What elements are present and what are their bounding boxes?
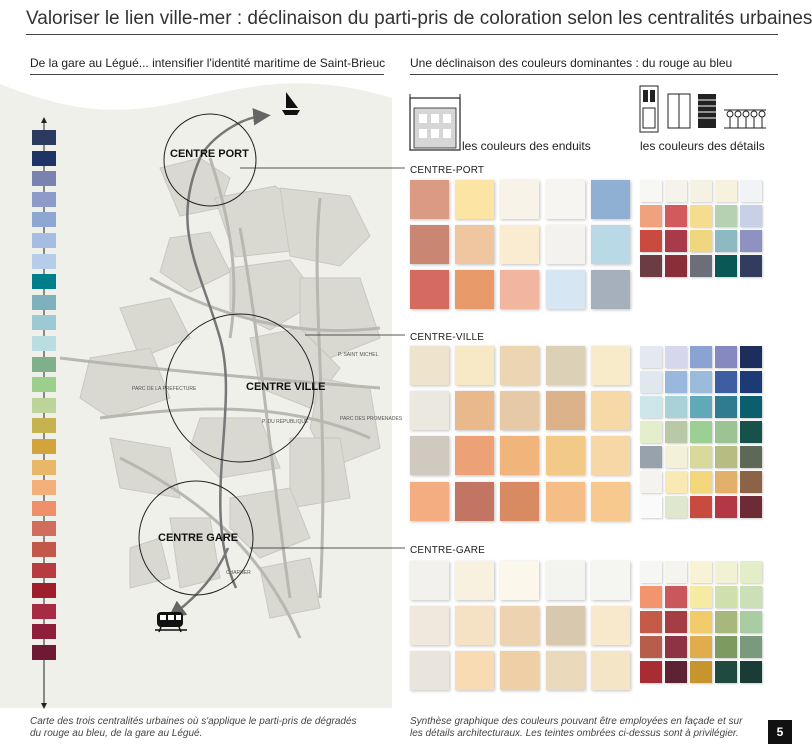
detail-swatch	[690, 611, 712, 633]
enduit-swatch	[455, 391, 494, 430]
detail-swatch	[640, 561, 662, 583]
detail-swatch	[640, 346, 662, 368]
city-map	[0, 78, 403, 708]
right-subhead: Une déclinaison des couleurs dominantes : du rouge au bleu	[410, 56, 733, 70]
detail-swatch	[665, 496, 687, 518]
enduit-swatch	[500, 225, 539, 264]
detail-swatch	[640, 636, 662, 658]
enduit-swatch	[591, 651, 630, 690]
strip-swatch	[32, 624, 56, 639]
enduit-swatch	[500, 270, 539, 309]
detail-swatch	[690, 230, 712, 252]
detail-swatch	[740, 346, 762, 368]
strip-swatch	[32, 151, 56, 166]
detail-swatch	[665, 636, 687, 658]
left-caption-line-2: du rouge au bleu, de la gare au Légué.	[30, 728, 203, 739]
detail-swatch	[640, 255, 662, 277]
strip-swatch	[32, 274, 56, 289]
detail-swatch	[715, 346, 737, 368]
detail-swatch	[740, 255, 762, 277]
detail-swatch	[715, 496, 737, 518]
strip-swatch	[32, 563, 56, 578]
detail-swatch	[740, 636, 762, 658]
section-label-centre-gare: CENTRE-GARE	[410, 545, 485, 556]
detail-swatch	[665, 561, 687, 583]
detail-swatch	[690, 586, 712, 608]
detail-swatch	[665, 586, 687, 608]
strip-swatch	[32, 604, 56, 619]
enduit-swatch	[546, 606, 585, 645]
strip-swatch	[32, 542, 56, 557]
architectural-details-icon	[638, 84, 768, 136]
detail-swatch	[665, 446, 687, 468]
strip-swatch	[32, 357, 56, 372]
zone-label-centre-ville: CENTRE VILLE	[246, 381, 326, 393]
strip-swatch	[32, 192, 56, 207]
map-svg	[0, 78, 403, 708]
detail-swatch	[665, 230, 687, 252]
enduit-swatch	[410, 561, 449, 600]
enduit-swatch	[546, 482, 585, 521]
detail-swatch	[690, 346, 712, 368]
enduit-swatch	[410, 180, 449, 219]
detail-swatch	[740, 396, 762, 418]
detail-swatch	[690, 180, 712, 202]
detail-swatch	[640, 396, 662, 418]
enduit-swatch	[500, 346, 539, 385]
detail-swatch	[665, 661, 687, 683]
detail-swatch	[690, 421, 712, 443]
enduit-swatch	[410, 482, 449, 521]
enduit-swatch	[455, 606, 494, 645]
right-subhead-rule	[410, 74, 778, 75]
enduit-swatch	[500, 482, 539, 521]
detail-swatch	[740, 661, 762, 683]
enduit-swatch	[546, 651, 585, 690]
enduit-swatch	[591, 346, 630, 385]
enduit-swatch	[500, 180, 539, 219]
strip-swatch	[32, 233, 56, 248]
detail-swatch	[715, 471, 737, 493]
left-subhead-rule	[30, 74, 384, 75]
map-label-republique: P. DU REPUBLIQUE	[262, 419, 309, 425]
detail-swatch	[740, 421, 762, 443]
detail-swatch	[665, 611, 687, 633]
detail-swatch	[665, 255, 687, 277]
detail-swatch	[740, 611, 762, 633]
detail-swatch	[640, 586, 662, 608]
strip-swatch	[32, 377, 56, 392]
detail-swatch	[690, 636, 712, 658]
detail-swatch	[690, 371, 712, 393]
detail-swatch	[640, 496, 662, 518]
detail-swatch	[715, 561, 737, 583]
detail-swatch	[715, 255, 737, 277]
detail-swatch	[640, 421, 662, 443]
strip-swatch	[32, 501, 56, 516]
detail-swatch	[740, 446, 762, 468]
enduit-swatch	[455, 270, 494, 309]
enduit-swatch	[546, 180, 585, 219]
facade-building-icon	[408, 94, 462, 152]
detail-swatch	[740, 205, 762, 227]
enduit-swatch	[546, 270, 585, 309]
strip-swatch	[32, 645, 56, 660]
strip-swatch	[32, 171, 56, 186]
detail-swatch	[640, 661, 662, 683]
detail-swatch	[715, 180, 737, 202]
map-label-promenades: PARC DES PROMENADES	[340, 416, 403, 422]
detail-swatch	[715, 421, 737, 443]
zone-label-centre-port: CENTRE PORT	[170, 148, 249, 160]
enduit-swatch	[455, 346, 494, 385]
detail-swatch	[690, 661, 712, 683]
enduit-swatch	[546, 391, 585, 430]
detail-swatch	[640, 611, 662, 633]
strip-swatch	[32, 212, 56, 227]
enduit-swatch	[410, 436, 449, 475]
detail-swatch	[665, 371, 687, 393]
enduit-swatch	[455, 436, 494, 475]
detail-swatch	[740, 230, 762, 252]
enduit-swatch	[591, 606, 630, 645]
left-caption-line-1: Carte des trois centralités urbaines où s'applique le parti-pris de dégradés	[30, 716, 357, 727]
detail-swatch	[715, 661, 737, 683]
section-label-centre-port: CENTRE-PORT	[410, 165, 485, 176]
strip-swatch	[32, 583, 56, 598]
enduit-swatch	[546, 225, 585, 264]
enduit-swatch	[546, 346, 585, 385]
right-caption-line-1: Synthèse graphique des couleurs pouvant être employées en façade et sur	[410, 716, 743, 727]
strip-swatch	[32, 315, 56, 330]
detail-swatch	[690, 561, 712, 583]
right-caption-line-2: les détails architecturaux. Les teintes ombrées ci-dessus sont à privilégier.	[410, 728, 739, 739]
strip-swatch	[32, 398, 56, 413]
enduit-swatch	[546, 561, 585, 600]
enduit-swatch	[546, 436, 585, 475]
detail-swatch	[715, 611, 737, 633]
detail-swatch	[715, 636, 737, 658]
enduit-swatch	[591, 180, 630, 219]
enduit-swatch	[410, 391, 449, 430]
right-caption	[410, 716, 742, 740]
title-rule	[26, 34, 778, 35]
enduit-swatch	[500, 436, 539, 475]
enduit-swatch	[591, 561, 630, 600]
detail-swatch	[715, 396, 737, 418]
strip-swatch	[32, 460, 56, 475]
detail-swatch	[640, 471, 662, 493]
detail-swatch	[640, 371, 662, 393]
detail-swatch	[665, 471, 687, 493]
strip-swatch	[32, 439, 56, 454]
enduit-swatch	[410, 606, 449, 645]
left-subhead: De la gare au Légué... intensifier l'identité maritime de Saint-Brieuc	[30, 56, 386, 70]
detail-swatch	[665, 346, 687, 368]
detail-swatch	[640, 180, 662, 202]
enduit-swatch	[591, 482, 630, 521]
enduit-swatch	[455, 651, 494, 690]
detail-swatch	[640, 205, 662, 227]
enduit-swatch	[591, 270, 630, 309]
detail-swatch	[740, 496, 762, 518]
detail-swatch	[690, 471, 712, 493]
enduit-swatch	[410, 651, 449, 690]
enduit-swatch	[591, 436, 630, 475]
map-label-prefecture: PARC DE LA PREFECTURE	[132, 386, 197, 392]
detail-swatch	[665, 396, 687, 418]
enduit-swatch	[410, 225, 449, 264]
detail-swatch	[665, 421, 687, 443]
strip-swatch	[32, 418, 56, 433]
enduit-swatch	[455, 180, 494, 219]
zone-label-centre-gare: CENTRE GARE	[158, 532, 239, 544]
detail-swatch	[715, 446, 737, 468]
detail-swatch	[690, 255, 712, 277]
enduit-swatch	[591, 391, 630, 430]
detail-swatch	[690, 205, 712, 227]
left-caption	[30, 716, 357, 740]
detail-swatch	[740, 586, 762, 608]
detail-swatch	[715, 586, 737, 608]
enduit-swatch	[455, 225, 494, 264]
detail-swatch	[740, 371, 762, 393]
detail-swatch	[690, 446, 712, 468]
strip-swatch	[32, 130, 56, 145]
enduit-swatch	[591, 225, 630, 264]
enduit-swatch	[500, 606, 539, 645]
map-label-charner: CHARNER	[226, 570, 251, 576]
detail-swatch	[740, 561, 762, 583]
page-number: 5	[768, 720, 792, 744]
detail-swatch	[740, 180, 762, 202]
strip-swatch	[32, 480, 56, 495]
detail-swatch	[665, 180, 687, 202]
details-label: les couleurs des détails	[640, 139, 765, 153]
enduit-swatch	[410, 270, 449, 309]
enduit-swatch	[500, 651, 539, 690]
strip-swatch	[32, 295, 56, 310]
strip-swatch	[32, 336, 56, 351]
detail-swatch	[665, 205, 687, 227]
detail-swatch	[690, 396, 712, 418]
detail-swatch	[715, 371, 737, 393]
strip-swatch	[32, 521, 56, 536]
detail-swatch	[715, 230, 737, 252]
strip-swatch	[32, 254, 56, 269]
detail-swatch	[640, 446, 662, 468]
map-label-saint-michel: P. SAINT MICHEL	[338, 352, 379, 358]
detail-swatch	[690, 496, 712, 518]
detail-swatch	[640, 230, 662, 252]
enduit-swatch	[500, 391, 539, 430]
detail-swatch	[715, 205, 737, 227]
enduit-swatch	[410, 346, 449, 385]
page-title: Valoriser le lien ville-mer : déclinaison du parti-pris de coloration selon les centralités urbaines	[26, 8, 812, 29]
section-label-centre-ville: CENTRE-VILLE	[410, 332, 485, 343]
enduits-label: les couleurs des enduits	[462, 139, 591, 153]
enduit-swatch	[500, 561, 539, 600]
enduit-swatch	[455, 482, 494, 521]
enduit-swatch	[455, 561, 494, 600]
detail-swatch	[740, 471, 762, 493]
